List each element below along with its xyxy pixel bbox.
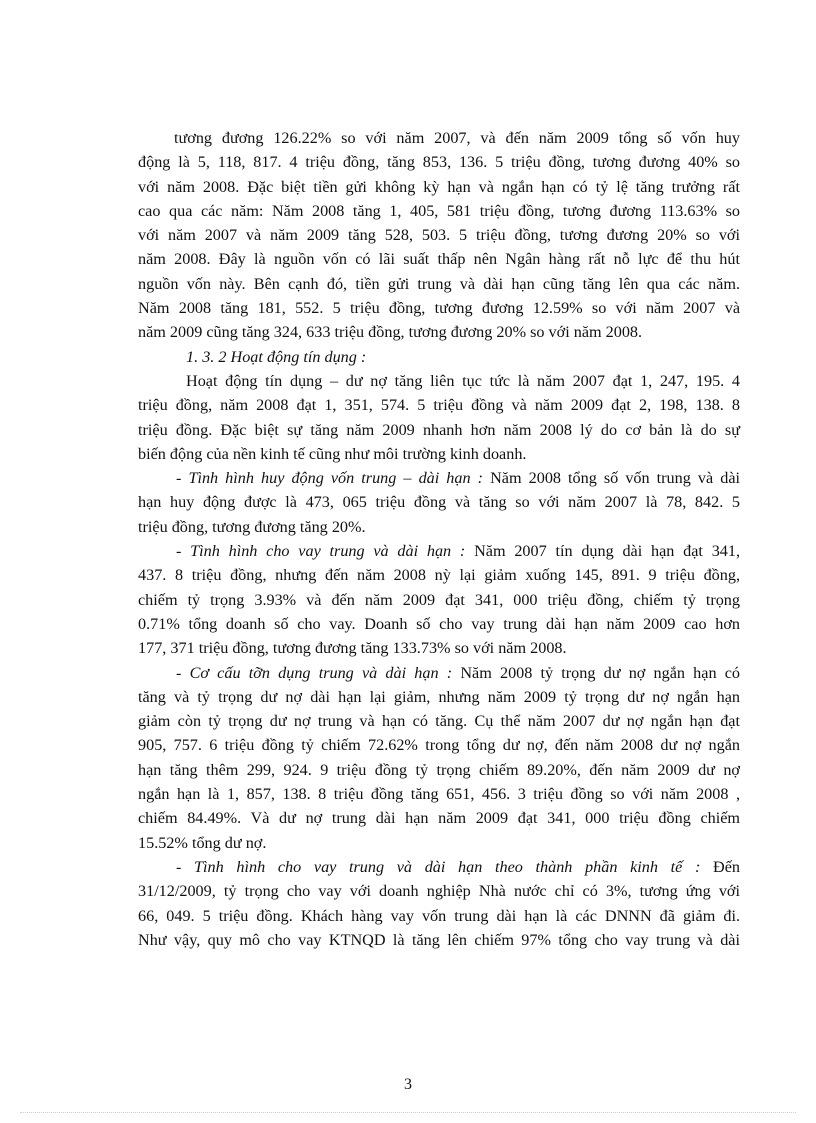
text-line: 437. 8 triệu đồng, nhưng đến năm 2008 nỳ lại giảm xuống 145, 891. 9 triệu đồng,: [138, 566, 740, 585]
bullet-label: - Tình hình cho vay trung và dài hạn :: [176, 542, 466, 561]
bullet-text: Năm 2008 tỷ trọng dư nợ ngắn hạn có: [460, 663, 740, 682]
text-line: chiếm 84.49%. Và dư nợ trung dài hạn năm 2009 đạt 341, 000 triệu đồng chiếm: [138, 809, 740, 828]
text-line: cao qua các năm: Năm 2008 tăng 1, 405, 581 triệu đồng, tương đương 113.63% so: [138, 201, 740, 220]
bullet-label: - Tình hình cho vay trung và dài hạn theo thành phần kinh tế :: [176, 857, 701, 876]
section-heading: 1. 3. 2 Hoạt động tín dụng :: [186, 347, 367, 366]
bullet-text: Đến: [713, 857, 741, 876]
text-line: 0.71% tổng doanh số cho vay. Doanh số cho vay trung dài hạn năm 2009 cao hơn: [138, 614, 740, 633]
text-line: hạn tăng thêm 299, 924. 9 triệu đồng tỷ trọng chiếm 89.20%, đến năm 2009 dư nợ: [138, 760, 740, 779]
text-line: Hoạt động tín dụng – dư nợ tăng liên tục tức là năm 2007 đạt 1, 247, 195. 4: [186, 371, 740, 390]
text-line: triệu đồng, năm 2008 đạt 1, 351, 574. 5 triệu đồng và năm 2009 đạt 2, 198, 138. 8: [138, 396, 740, 415]
text-line: 31/12/2009, tỷ trọng cho vay với doanh nghiệp Nhà nước chỉ có 3%, tương ứng với: [138, 882, 740, 901]
bullet-text: Năm 2007 tín dụng dài hạn đạt 341,: [474, 542, 741, 561]
text-line: 66, 049. 5 triệu đồng. Khách hàng vay vốn trung dài hạn là các DNNN đã giảm đi.: [138, 906, 740, 925]
text-line: ngắn hạn là 1, 857, 138. 8 triệu đồng tăng 651, 456. 3 triệu đồng so với năm 2008 ,: [138, 785, 740, 804]
text-line: với năm 2007 và năm 2009 tăng 528, 503. 5 triệu đồng, tương đương 20% so với: [138, 226, 740, 245]
bullet-line: [138, 539, 740, 563]
text-line: biến động của nền kinh tế cũng như môi trường kinh doanh.: [138, 444, 527, 463]
text-line: năm 2009 cũng tăng 324, 633 triệu đồng, tương đương 20% so với năm 2008.: [138, 323, 643, 342]
bullet-line: [138, 466, 740, 490]
text-line: hạn huy động được là 473, 065 triệu đồng và tăng so với năm 2007 là 78, 842. 5: [138, 493, 740, 512]
document-body: [138, 126, 740, 952]
text-line: triệu đồng, tương đương tăng 20%.: [138, 517, 366, 536]
bullet-line: [138, 855, 740, 879]
bullet-label: - Tình hình huy động vốn trung – dài hạn :: [176, 469, 484, 488]
text-line: với năm 2008. Đặc biệt tiền gửi không kỳ hạn và ngắn hạn có tỷ lệ tăng trưởng rất: [138, 177, 740, 196]
text-line: 177, 371 triệu đồng, tương đương tăng 133.73% so với năm 2008.: [138, 639, 567, 658]
text-line: tương đương 126.22% so với năm 2007, và đến năm 2009 tổng số vốn huy: [174, 129, 740, 147]
text-line: chiếm tỷ trọng 3.93% và đến năm 2009 đạt 341, 000 triệu đồng, chiếm tỷ trọng: [138, 590, 740, 609]
page-bottom-divider: [20, 1112, 796, 1113]
text-line: tăng và tỷ trọng dư nợ dài hạn lại giảm, nhưng năm 2009 tỷ trọng dư nợ ngắn hạn: [138, 687, 740, 706]
text-line: Năm 2008 tăng 181, 552. 5 triệu đồng, tương đương 12.59% so với năm 2007 và: [138, 299, 740, 318]
bullet-text: Năm 2008 tổng số vốn trung và dài: [490, 469, 740, 488]
text-line: giảm còn tỷ trọng dư nợ trung và hạn có tăng. Cụ thể năm 2007 dư nợ ngắn hạn đạt: [138, 712, 740, 731]
text-line: 15.52% tổng dư nợ.: [138, 833, 267, 852]
bullet-line: [138, 661, 740, 685]
text-line: triệu đồng. Đặc biệt sự tăng năm 2009 nhanh hơn năm 2008 lý do cơ bản là do sự: [138, 420, 740, 439]
text-line: 905, 757. 6 triệu đồng tỷ chiếm 72.62% trong tổng dư nợ, đến năm 2008 dư nợ ngắn: [138, 736, 740, 755]
page-number: 3: [404, 1076, 412, 1093]
text-line: Như vậy, quy mô cho vay KTNQD là tăng lên chiếm 97% tổng cho vay trung và dài: [138, 930, 740, 949]
bullet-label: - Cơ cấu tỡn dụng trung và dài hạn :: [176, 663, 453, 682]
text-line: năm 2008. Đây là nguồn vốn có lãi suất thấp nên Ngân hàng rất nỗ lực để thu hút: [138, 250, 740, 269]
text-line: nguồn vốn này. Bên cạnh đó, tiền gửi trung và dài hạn cũng tăng lên qua các năm.: [138, 274, 740, 293]
text-line: động là 5, 118, 817. 4 triệu đồng, tăng 853, 136. 5 triệu đồng, tương đương 40% so: [138, 153, 740, 172]
